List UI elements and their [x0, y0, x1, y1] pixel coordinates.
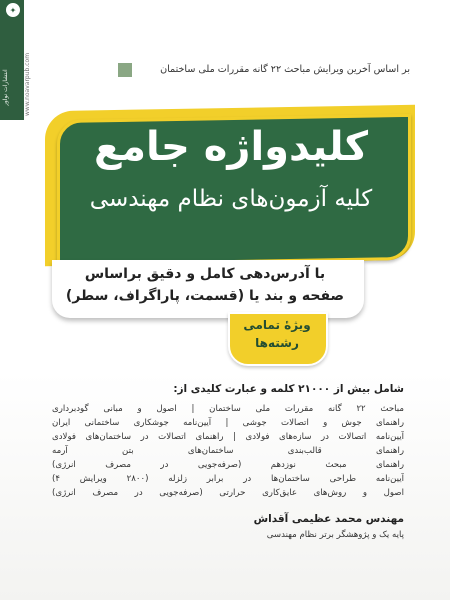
book-subtitle: کلیه آزمون‌های نظام مهندسی: [89, 186, 373, 212]
badge-line-2: رشته‌ها: [255, 336, 299, 350]
spine-publisher-text: انتشارات نوآور: [2, 69, 9, 106]
badge-line-1: ویژهٔ تمامی: [243, 318, 311, 332]
address-line-1: با آدرس‌دهی کامل و دقیق براساس: [84, 266, 326, 282]
publisher-url: www.noavarpub.com: [24, 52, 31, 116]
list-item: راهنمای جوش و اتصالات جوشی | آیین‌نامه جوشکاری ساختمانی ایران: [52, 418, 404, 428]
author-title: پایه یک و پژوهشگر برتر نظام مهندسی: [266, 530, 404, 540]
contents-heading: شامل بیش از ۲۱۰۰۰ کلمه و عبارت کلیدی از:: [173, 383, 404, 395]
list-item: آیین‌نامه طراحی ساختمان‌ها در برابر زلزله (۲۸۰۰ ویرایش ۴): [52, 474, 404, 484]
publisher-logo-icon: ✦: [5, 2, 21, 18]
address-line-2: صفحه و بند یا (قسمت، پاراگراف، سطر): [65, 288, 345, 304]
contents-list: [52, 402, 404, 500]
list-item: آیین‌نامه اتصالات در سازه‌های فولادی | راهنمای اتصالات در ساختمان‌های فولادی: [52, 432, 404, 442]
author-name: مهندس محمد عظیمی آقداش: [253, 513, 404, 525]
list-item: راهنمای قالب‌بندی ساختمان‌های بتن آرمه: [52, 446, 404, 456]
header-square-icon: [118, 63, 132, 77]
list-item: راهنمای مبحث نوزدهم (صرفه‌جویی در مصرف انرژی): [52, 460, 404, 470]
book-title: کلیدواژه جامع: [93, 124, 369, 170]
header-text: بر اساس آخرین ویرایش مباحث ۲۲ گانه مقررات ملی ساختمان: [160, 64, 410, 75]
list-item: مباحث ۲۲ گانه مقررات ملی ساختمان | اصول و مبانی گودبرداری: [52, 404, 404, 414]
list-item: اصول و روش‌های عایق‌کاری حرارتی (صرفه‌جویی در مصرف انرژی): [52, 488, 404, 498]
